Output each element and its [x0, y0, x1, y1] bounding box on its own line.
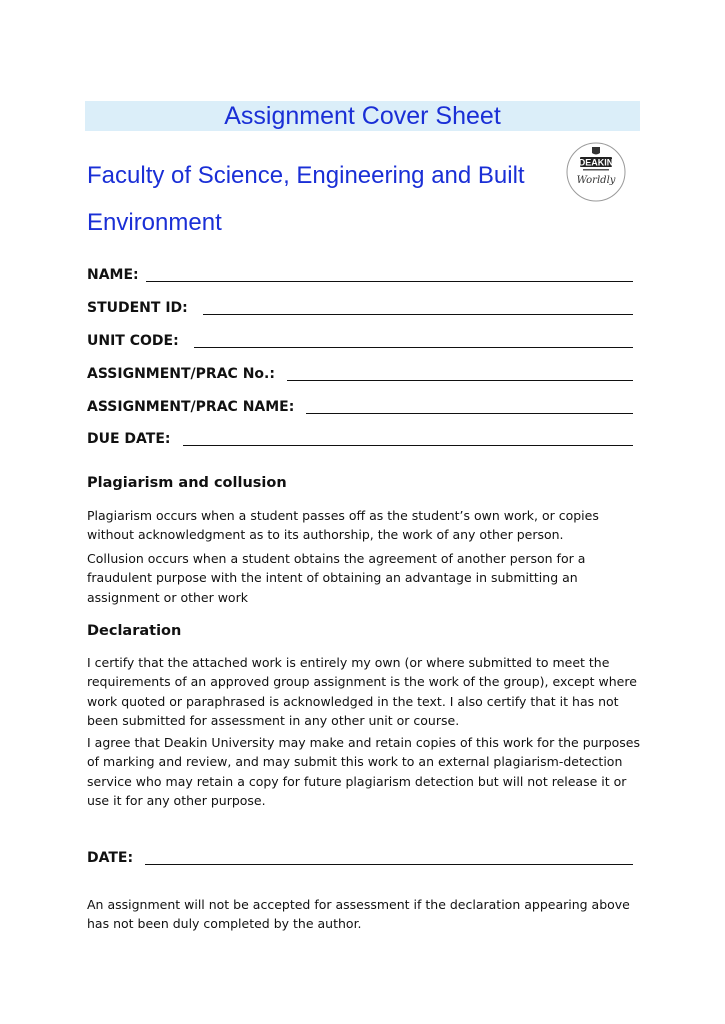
- unit-code-label: UNIT CODE:: [87, 333, 179, 349]
- declaration-paragraph-2: I agree that Deakin University may make and retain copies of this work for the purposes of marking and review, and may submit this work to an external plagiarism-detection service who may retain a copy for future plagiarism detection but will not release it or use it for any other purpose.: [87, 735, 640, 808]
- assignment-no-label: ASSIGNMENT/PRAC No.:: [87, 366, 275, 382]
- due-date-field[interactable]: [87, 427, 633, 447]
- unit-code-line[interactable]: [194, 347, 633, 348]
- assignment-name-line[interactable]: [306, 413, 633, 414]
- assignment-no-field[interactable]: [87, 362, 633, 382]
- student-id-label: STUDENT ID:: [87, 300, 188, 316]
- name-label: NAME:: [87, 267, 139, 283]
- assignment-name-label: ASSIGNMENT/PRAC NAME:: [87, 399, 295, 415]
- deakin-logo: [566, 142, 626, 202]
- logo-top-text: DEAKIN: [578, 157, 614, 168]
- page-title: Assignment Cover Sheet: [85, 101, 640, 131]
- date-field[interactable]: [87, 846, 633, 866]
- student-id-line[interactable]: [203, 314, 633, 315]
- student-id-field[interactable]: [87, 296, 633, 316]
- date-label: DATE:: [87, 850, 134, 866]
- name-field[interactable]: [87, 263, 633, 283]
- crest-shield-icon: [592, 147, 600, 155]
- collusion-paragraph: Collusion occurs when a student obtains the agreement of another person for a fraudulent purpose with the intent of obtaining an advantage in submitting an assignment or other work: [87, 551, 586, 605]
- due-date-line[interactable]: [183, 445, 633, 446]
- footer-note: An assignment will not be accepted for assessment if the declaration appearing above has not been duly completed by the author.: [87, 897, 630, 932]
- declaration-paragraph-1: I certify that the attached work is entirely my own (or where submitted to meet the requirements of an approved group assignment is the work of the group), except where work quoted or paraphrased is acknowledged in the text. I also certify that it has not been submitted for assessment in any other unit or course.: [87, 655, 637, 728]
- faculty-title-line1: Faculty of Science, Engineering and Built: [87, 162, 525, 189]
- assignment-name-field[interactable]: [87, 395, 633, 415]
- plagiarism-heading: Plagiarism and collusion: [87, 475, 287, 491]
- declaration-heading: Declaration: [87, 623, 182, 639]
- faculty-title-line2: Environment: [87, 209, 222, 236]
- unit-code-field[interactable]: [87, 329, 633, 349]
- faculty-title: [87, 152, 557, 246]
- plagiarism-paragraph: Plagiarism occurs when a student passes off as the student’s own work, or copies without acknowledgment as to its authorship, the work of any other person.: [87, 508, 599, 543]
- date-line[interactable]: [145, 864, 633, 865]
- due-date-label: DUE DATE:: [87, 431, 171, 447]
- name-line[interactable]: [146, 281, 633, 282]
- logo-bottom-text: Worldly: [576, 175, 616, 186]
- assignment-no-line[interactable]: [287, 380, 633, 381]
- deakin-crest-icon: [566, 142, 626, 202]
